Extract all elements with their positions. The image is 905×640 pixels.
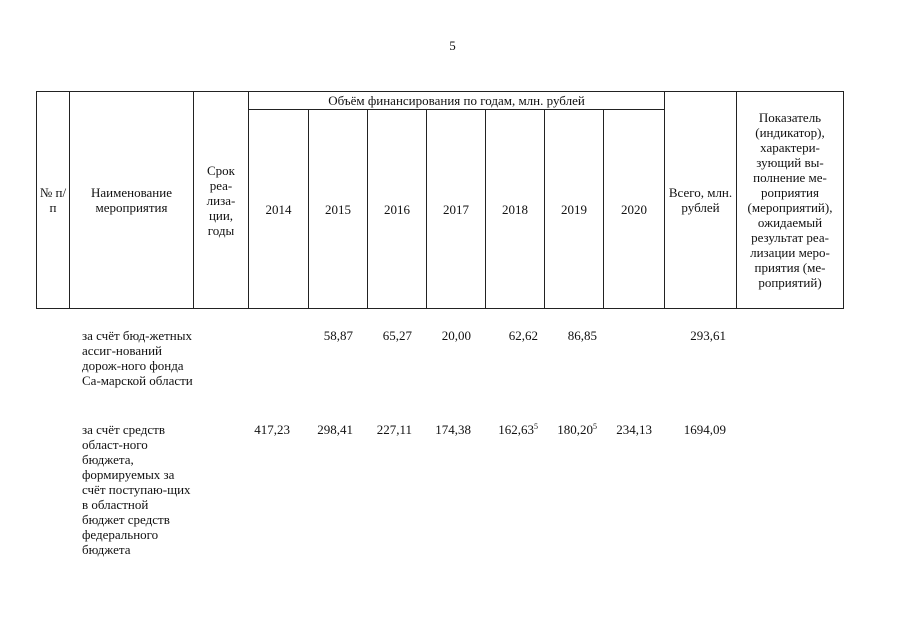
value-2016: 227,11 [376, 422, 412, 437]
header-table [36, 91, 844, 309]
value-total: 1694,09 [683, 422, 726, 437]
header-funding-group: Объём финансирования по годам, млн. рублей [249, 92, 665, 110]
header-total: Всего, млн. рублей [665, 92, 737, 309]
header-year: 2015 [309, 110, 368, 309]
value-2020: 234,13 [616, 422, 652, 437]
value-total: 293,61 [690, 328, 726, 343]
header-year: 2020 [604, 110, 665, 309]
header-name: Наименование мероприятия [70, 92, 194, 309]
header-indicator: Показатель (индикатор), характери-зующий вы-полнение ме-роприятия (мероприятий), ожидаемый результат реа-лизации меро-приятия (ме-роприятий) [737, 92, 844, 309]
value-2018: 162,63$^5$ [498, 422, 538, 437]
value-2015: 58,87 [323, 328, 353, 343]
row-label: за счёт бюд-жетных ассиг-нований дорож-ного фонда Са-марской области [82, 328, 193, 388]
page-number: 5 [449, 38, 456, 53]
header-num: № п/п [37, 92, 70, 309]
value-2019: 86,85 [567, 328, 597, 343]
header-year: 2014 [249, 110, 309, 309]
header-year: 2017 [427, 110, 486, 309]
value-2016: 65,27 [382, 328, 412, 343]
header-year: 2018 [486, 110, 545, 309]
value-2014: 417,23 [254, 422, 290, 437]
value-2017: 174,38 [435, 422, 471, 437]
value-2017: 20,00 [441, 328, 471, 343]
value-2018: 62,62 [508, 328, 538, 343]
header-year: 2016 [368, 110, 427, 309]
row-label: за счёт средств област-ного бюджета, формируемых за счёт поступаю-щих в областной бюджет средств федерального бюджета [82, 422, 191, 557]
header-year: 2019 [545, 110, 604, 309]
header-term: Срок реа-лиза-ции, годы [194, 92, 249, 309]
value-2015: 298,41 [317, 422, 353, 437]
value-2019: 180,20$^5$ [557, 422, 597, 437]
